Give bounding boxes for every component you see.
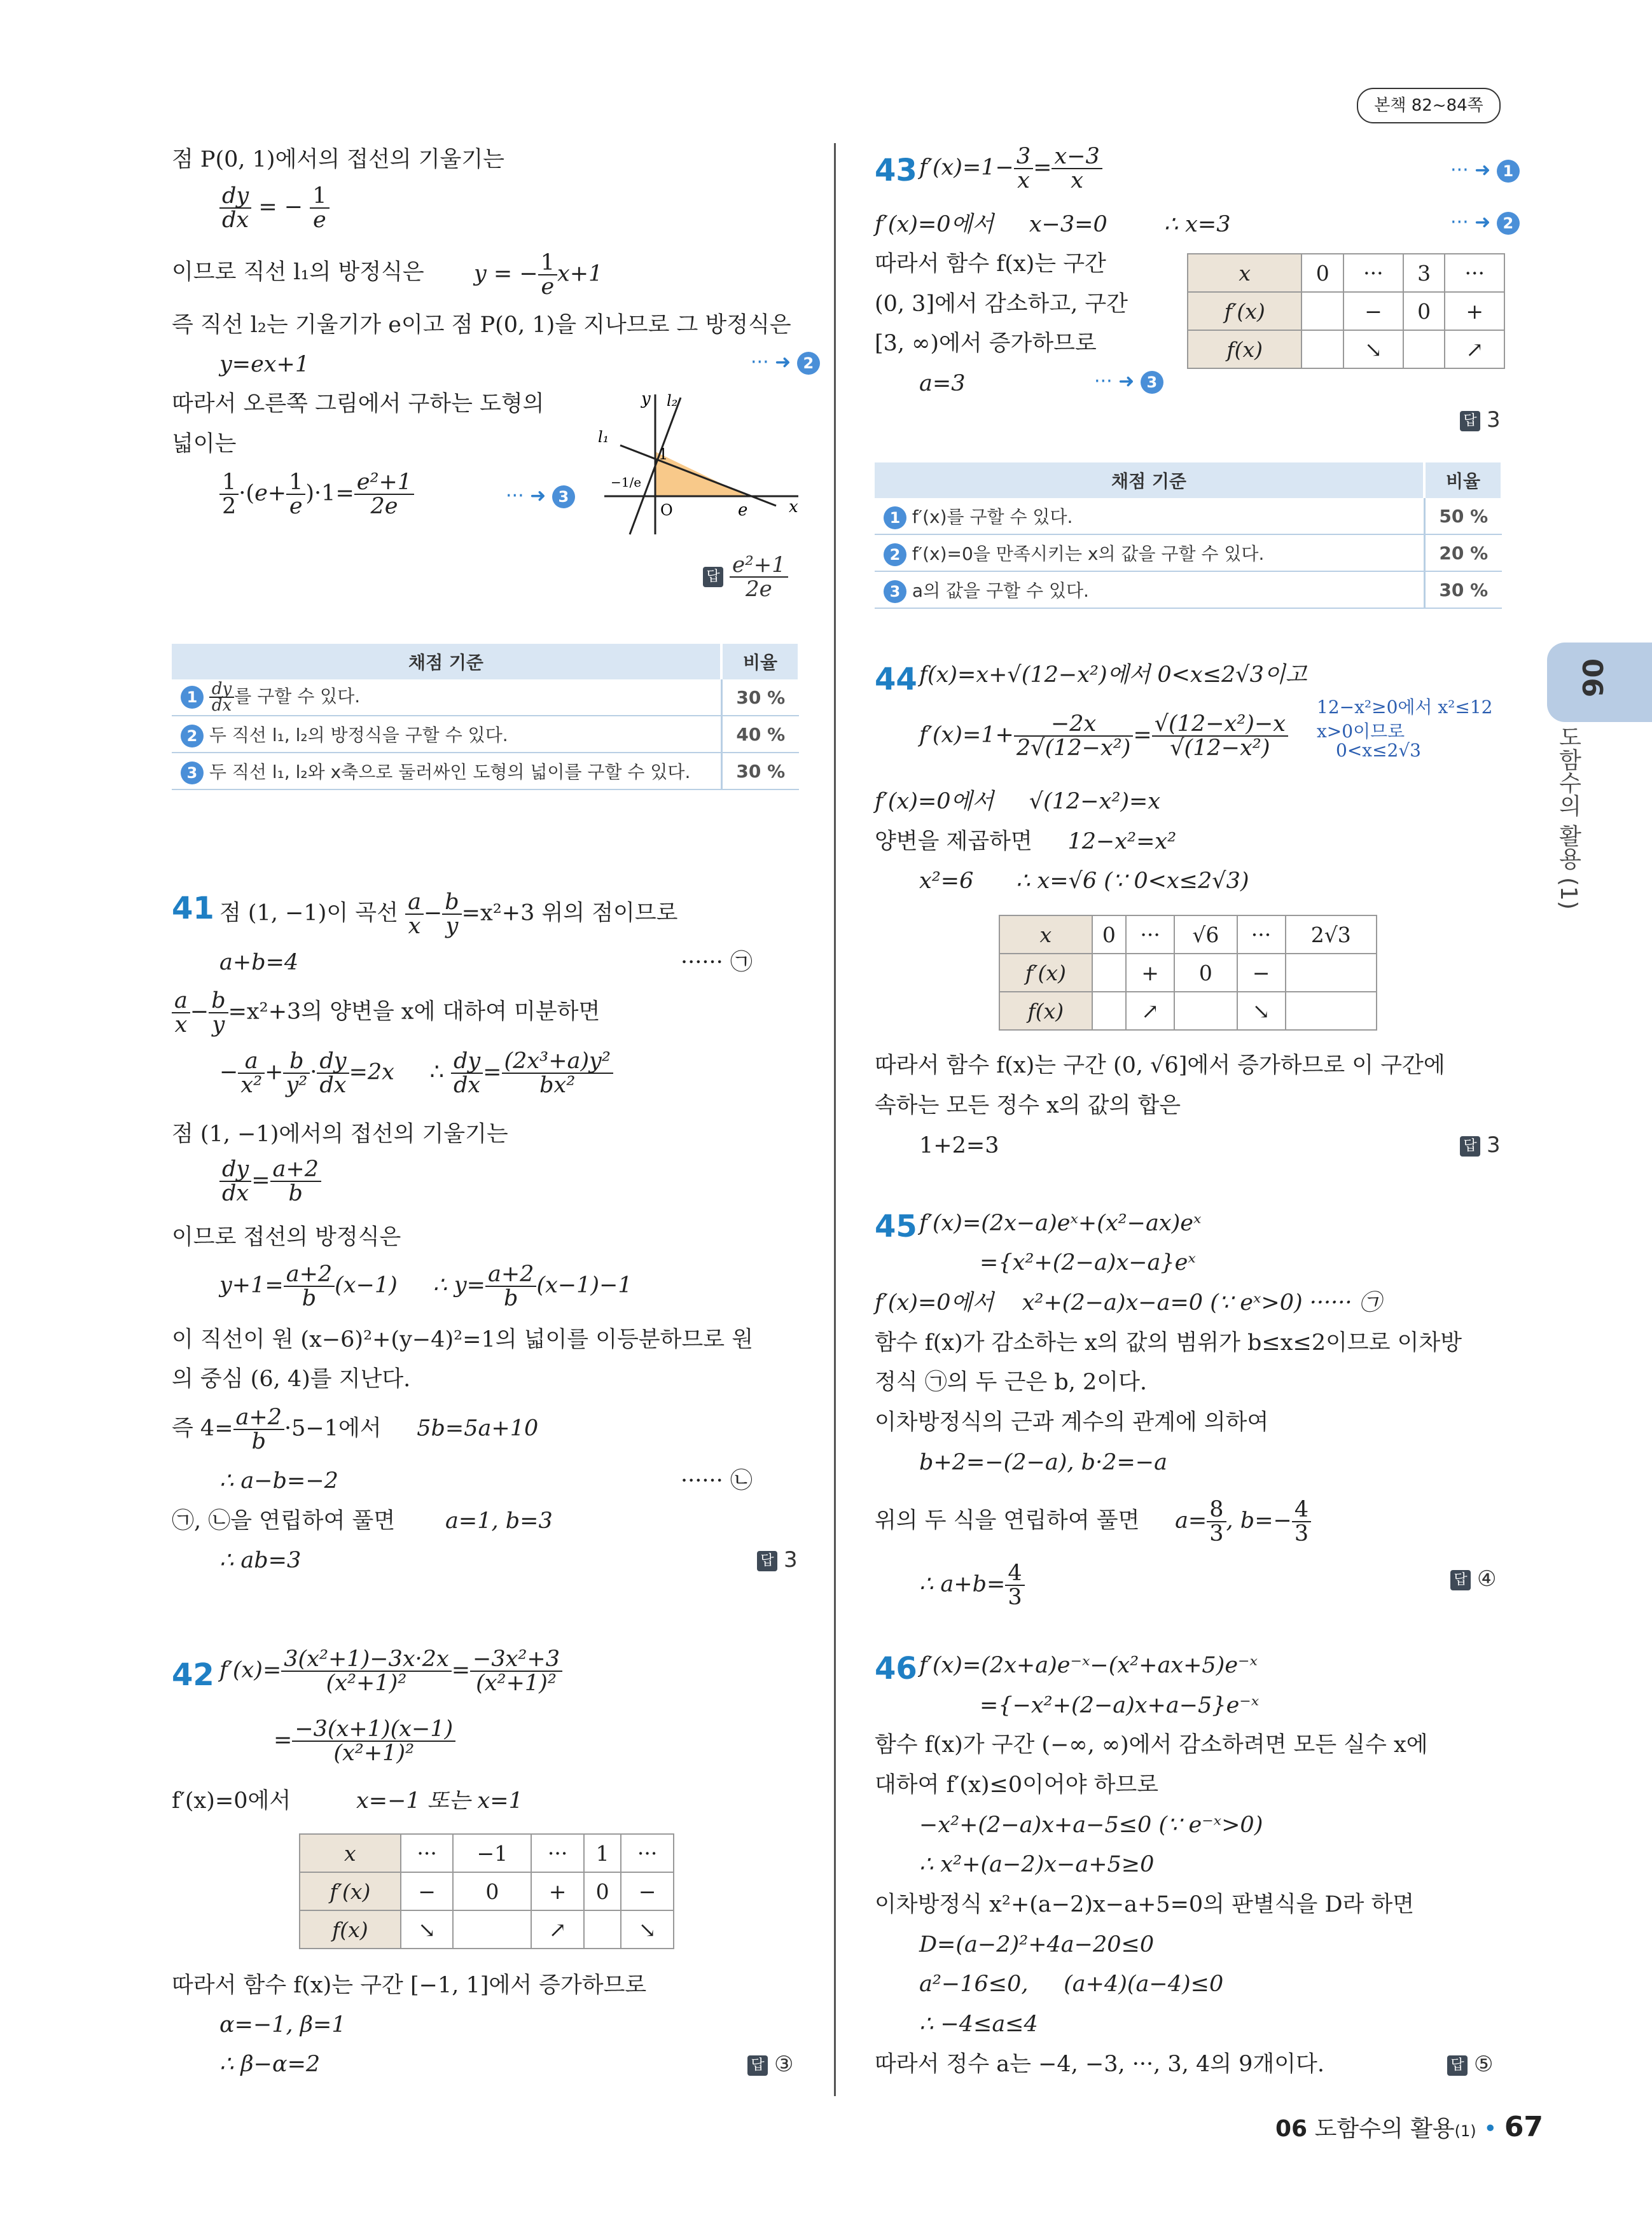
graph-label-origin: O — [660, 501, 673, 519]
p46-line9: a²−16≤0, (a+4)(a−4)≤0 — [919, 1971, 1224, 1997]
p40-l2-eq: y=ex+1 — [219, 352, 310, 377]
criteria-table-43: 채점 기준 비율 1 f′(x)를 구할 수 있다. 50 % 2 f′(x)=0을 만족시키는 x의 값을 구할 수 있다. 20 % 3 a의 값을 구할 수 있다. 30 % — [875, 462, 1503, 609]
header-ref — [1357, 88, 1501, 123]
p41-line2: a+b=4 — [219, 950, 299, 975]
p43-line3: 따라서 함수 f(x)는 구간 — [875, 251, 1106, 277]
p43-line2: f′(x)=0에서 x−3=0 ∴ x=3 — [875, 212, 1231, 237]
p42-line1: f′(x)= $\frac{\text{3(x²+1)−3x·2x}}{\text{(x²+1)²}}$ = $\frac{\text{−3x²+3}}{\text{(x²+1)²}}$ — [219, 1648, 562, 1695]
p45-line4: 함수 f(x)가 감소하는 x의 값의 범위가 b≤x≤2이므로 이차방 — [875, 1330, 1462, 1356]
p40-line3: 이므로 직선 l₁의 방정식은 — [172, 260, 424, 285]
p43-line6: a=3 — [919, 371, 966, 396]
p41-line5: 점 (1, −1)에서의 접선의 기울기는 — [172, 1122, 508, 1147]
p41-line4: − $\frac{a}{\text{x²}}$ + $\frac{b}{\text{y²}}$ · $\frac{dy}{dx}$ =2x ∴ $\frac{dy}{dx}$ = $\frac{\text{(2x³+a)y²}}{\text{bx²}}$ — [219, 1050, 613, 1097]
problem-41-number: 41 — [172, 891, 214, 926]
side-tab — [1547, 643, 1652, 722]
p46-line2: ={−x²+(2−a)x+a−5}e⁻ˣ — [980, 1693, 1260, 1718]
p46-line6: ∴ x²+(a−2)x−a+5≥0 — [919, 1852, 1155, 1877]
p46-line11: 따라서 정수 a는 −4, −3, ···, 3, 4의 9개이다. — [875, 2052, 1324, 2077]
p42-line4: 따라서 함수 f(x)는 구간 [−1, 1]에서 증가하므로 — [172, 1973, 647, 1998]
area-graph — [585, 388, 802, 541]
p45-line8: 위의 두 식을 연립하여 풀면 a= $\frac{8}{3}$ , b=− $\frac{4}{3}$ — [875, 1498, 1311, 1545]
footer-title: 도함수의 활용 — [1314, 2116, 1455, 2142]
p44-line2: f′(x)=1+ $\frac{-2x}{\text{2√(12−x²)}}$ = $\frac{\text{√(12−x²)−x}}{\text{√(12−x²)}}$ — [919, 712, 1288, 760]
step-2-marker-43: ··· ➜ 2 — [1450, 211, 1520, 235]
p40-line7: 넓이는 — [172, 431, 237, 457]
p44-line3: f′(x)=0에서 √(12−x²)=x — [875, 789, 1161, 814]
p46-line3: 함수 f(x)가 구간 (−∞, ∞)에서 감소하려면 모든 실수 x에 — [875, 1732, 1428, 1758]
p46-answer: 답 ⑤ — [1447, 2052, 1493, 2077]
p44-side-note3: 0<x≤2√3 — [1336, 740, 1421, 761]
p46-line10: ∴ −4≤a≤4 — [919, 2012, 1038, 2037]
p46-line5: −x²+(2−a)x+a−5≤0 (∵ e⁻ˣ>0) — [919, 1812, 1263, 1838]
p45-line3: f′(x)=0에서 x²+(2−a)x−a=0 (∵ eˣ>0) ······ ㉠ — [875, 1290, 1382, 1316]
p44-line7: 속하는 모든 정수 x의 값의 합은 — [875, 1093, 1181, 1118]
p44-line5: x²=6 ∴ x=√6 (∵ 0<x≤2√3) — [919, 868, 1249, 894]
p42-line5: α=−1, β=1 — [219, 2012, 346, 2038]
column-divider — [834, 143, 836, 2096]
p44-line4: 양변을 제곱하면 12−x²=x² — [875, 829, 1177, 854]
graph-label-one: 1 — [658, 445, 669, 463]
problem-46-number: 46 — [875, 1651, 917, 1686]
step-2-marker: ··· ➜ 2 — [751, 351, 820, 375]
footer: 06 도함수의 활용(1) • 67 — [1275, 2111, 1544, 2143]
p43-sign-table: x 0 ··· 3 ··· f′(x) − 0 + f(x) ↘ ↗ — [1187, 253, 1505, 369]
p41-line6: $\frac{dy}{dx}$ = $\frac{a+2}{b}$ — [219, 1158, 321, 1205]
p45-line6: 이차방정식의 근과 계수의 관계에 의하여 — [875, 1410, 1269, 1435]
p44-sign-table: x 0 ··· √6 ··· 2√3 f′(x) + 0 − f(x) ↗ ↘ — [999, 915, 1377, 1031]
p41-mark1: ······ ㉠ — [681, 950, 753, 975]
p40-slope: $\frac{dy}{dx}$ = − $\frac{1}{e}$ — [219, 184, 330, 232]
p41-line8: y+1= $\frac{a+2}{b}$ (x−1) ∴ y= $\frac{a+2}{b}$ (x−1)−1 — [219, 1261, 632, 1311]
problem-43-number: 43 — [875, 153, 917, 188]
p45-line2: ={x²+(2−a)x−a}eˣ — [980, 1250, 1196, 1275]
p42-line3: f′(x)=0에서 — [172, 1788, 291, 1814]
p42-line3b: x=−1 또는 x=1 — [356, 1788, 523, 1814]
header-ref-text: 본책 82~84쪽 — [1374, 96, 1483, 115]
criteria-table-40: 채점 기준 비율 1 $\frac{dy}{dx}$ 를 구할 수 있다. 30 % 2 두 직선 l₁, l₂의 방정식을 구할 수 있다. 40 % 3 두 직선 l₁, l₂와 x축으로 둘러싸인 도형의 넓이를 구할 수 있다. 30 % — [172, 644, 800, 790]
p46-line8: D=(a−2)²+4a−20≤0 — [919, 1932, 1155, 1957]
step-3-marker-43: ··· ➜ 3 — [1094, 370, 1163, 394]
p41-line3: $\frac{a}{x}$ − $\frac{b}{y}$ =x²+3의 양변을 x에 대하여 미분하면 — [172, 989, 600, 1036]
p41-line12: ∴ a−b=−2 — [219, 1468, 338, 1494]
p41-line10: 의 중심 (6, 4)를 지난다. — [172, 1366, 411, 1392]
p41-answer: 답 3 — [757, 1547, 798, 1573]
problem-42-number: 42 — [172, 1657, 214, 1693]
graph-label-e: e — [738, 501, 748, 520]
p44-line1: f(x)=x+√(12−x²)에서 0<x≤2√3이고 — [919, 662, 1307, 688]
p40-line6: 따라서 오른쪽 그림에서 구하는 도형의 — [172, 391, 545, 417]
p45-line5: 정식 ㉠의 두 근은 b, 2이다. — [875, 1370, 1148, 1395]
p40-area: $\frac{1}{2}$ ·(e+ $\frac{1}{e}$ )·1= $\frac{\text{e²+1}}{2e}$ — [219, 471, 414, 518]
p40-line1: 점 P(0, 1)에서의 접선의 기울기는 — [172, 147, 504, 172]
p40-answer: 답 $\frac{\text{e²+1}}{2e}$ — [703, 553, 788, 601]
p42-answer: 답 ③ — [747, 2052, 793, 2077]
p41-line1: 점 (1, −1)이 곡선 $\frac{a}{x}$ − $\frac{b}{y}$ =x²+3 위의 점이므로 — [219, 889, 678, 939]
p45-line9: ∴ a+b= $\frac{4}{3}$ — [919, 1562, 1025, 1609]
p43-line1: f′(x)=1− $\frac{3}{x}$ = $\frac{x-3}{x}$ — [919, 145, 1102, 192]
p41-line13: ㉠, ㉡을 연립하여 풀면 — [172, 1508, 396, 1534]
problem-45-number: 45 — [875, 1209, 917, 1244]
p44-line6: 따라서 함수 f(x)는 구간 (0, √6]에서 증가하므로 이 구간에 — [875, 1053, 1445, 1078]
p45-answer: 답 ④ — [1450, 1566, 1496, 1592]
p41-line7: 이므로 접선의 방정식은 — [172, 1225, 401, 1250]
p43-line5: [3, ∞)에서 증가하므로 — [875, 331, 1097, 356]
p41-mark2: ······ ㉡ — [681, 1468, 753, 1494]
p46-line4: 대하여 f′(x)≤0이어야 하므로 — [875, 1772, 1159, 1798]
footer-chapter: 06 — [1275, 2116, 1308, 2142]
graph-label-m1e: −1/e — [611, 475, 642, 490]
graph-label-l1: l₁ — [598, 428, 609, 446]
p44-side-note1: 12−x²≥0에서 x²≤12 — [1317, 697, 1493, 718]
p43-answer: 답 3 — [1460, 407, 1501, 433]
footer-sub: (1) — [1454, 2122, 1476, 2140]
problem-44-number: 44 — [875, 662, 917, 697]
p45-line1: f′(x)=(2x−a)eˣ+(x²−ax)eˣ — [919, 1211, 1202, 1236]
p44-side-note2: x>0이므로 — [1317, 721, 1405, 742]
p41-line11: 즉 4= $\frac{a+2}{b}$ ·5−1에서 5b=5a+10 — [172, 1405, 539, 1454]
footer-page: 67 — [1504, 2111, 1544, 2143]
p41-line9: 이 직선이 원 (x−6)²+(y−4)²=1의 넓이를 이등분하므로 원 — [172, 1327, 754, 1352]
p42-line6: ∴ β−α=2 — [219, 2052, 321, 2077]
p46-line7: 이차방정식 x²+(a−2)x−a+5=0의 판별식을 D라 하면 — [875, 1892, 1415, 1917]
side-tab-num: 06 — [1576, 658, 1609, 698]
graph-label-l2: l₂ — [667, 392, 678, 410]
p45-line7: b+2=−(2−a), b·2=−a — [919, 1450, 1167, 1475]
step-3-marker: ··· ➜ 3 — [506, 485, 575, 508]
graph-label-y: y — [641, 389, 651, 408]
p44-line8: 1+2=3 — [919, 1133, 999, 1158]
p43-line4: (0, 3]에서 감소하고, 구간 — [875, 291, 1128, 317]
p40-line4: 즉 직선 l₂는 기울기가 e이고 점 P(0, 1)을 지나므로 그 방정식은 — [172, 312, 791, 338]
p41-line14: ∴ ab=3 — [219, 1548, 302, 1573]
p44-answer: 답 3 — [1460, 1132, 1501, 1158]
graph-label-x: x — [789, 497, 798, 517]
p46-line1: f′(x)=(2x+a)e⁻ˣ−(x²+ax+5)e⁻ˣ — [919, 1653, 1258, 1678]
p41-line13b: a=1, b=3 — [445, 1508, 553, 1534]
side-tab-label: 도함수의 활용 (1) — [1555, 725, 1581, 910]
p42-line2: = $\frac{-3(x+1)(x-1)}{\text{(x²+1)²}}$ — [274, 1718, 455, 1765]
p40-l1-eq: y = − $\frac{1}{e}$ x+1 — [474, 250, 603, 300]
step-1-marker: ··· ➜ 1 — [1450, 159, 1520, 183]
p42-sign-table: x ··· −1 ··· 1 ··· f′(x) − 0 + 0 − f(x) ↘ ↗ ↘ — [299, 1833, 674, 1949]
